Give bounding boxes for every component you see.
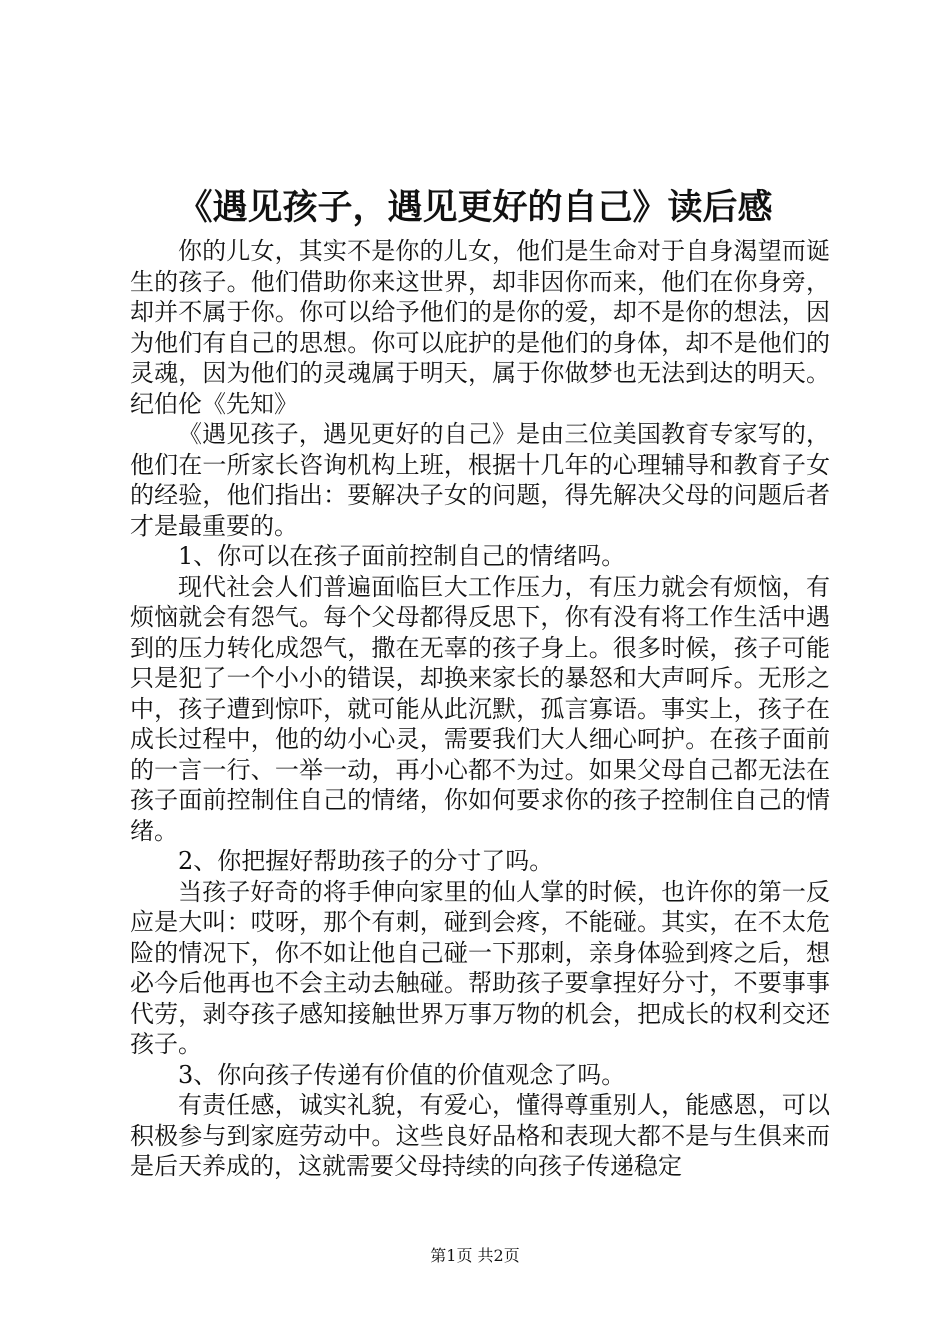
section-heading-3: 3、你向孩子传递有价值的价值观念了吗。: [178, 1060, 626, 1089]
section-heading-1: 1、你可以在孩子面前控制自己的情绪吗。: [178, 542, 626, 570]
paragraph-section-1: 现代社会人们普遍面临巨大工作压力，有压力就会有烦恼，有烦恼就会有怨气。每个父母都得反思下，你有没有将工作生活中遇到的压力转化成怨气，撒在无辜的孩子身上。很多时候，孩子可能只是犯了一个小小的错误，却换来家长的暴怒和大声呵斥。无形之中，孩子遭到惊吓，就可能从此沉默，孤言寡语。事实上，孩子在成长过程中，他的幼小心灵，需要我们大人细心呵护。在孩子面前的一言一行、一举一动，再小心都不为过。如果父母自己都无法在孩子面前控制住自己的情绪，你如何要求你的孩子控制住自己的情绪。: [130, 572, 830, 845]
page-number-footer: 第1页 共2页: [430, 1246, 520, 1265]
section-heading-2: 2、你把握好帮助孩子的分寸了吗。: [178, 847, 554, 875]
document-title: 《遇见孩子，遇见更好的自己》读后感: [177, 187, 773, 228]
paragraph-intro: 《遇见孩子，遇见更好的自己》是由三位美国教育专家写的，他们在一所家长咨询机构上班，根据十几年的心理辅导和教育子女的经验，他们指出：要解决子女的问题，得先解决父母的问题后者才是最重要的。: [130, 420, 830, 540]
paragraph-quote: 你的儿女，其实不是你的儿女，他们是生命对于自身渴望而诞生的孩子。他们借助你来这世界，却非因你而来，他们在你身旁，却并不属于你。你可以给予他们的是你的爱，却不是你的想法，因为他们有自己的思想。你可以庇护的是他们的身体，却不是他们的灵魂，因为他们的灵魂属于明天，属于你做梦也无法到达的明天。纪伯伦《先知》: [130, 237, 830, 418]
document-body: [130, 236, 830, 1182]
paragraph-section-2: 当孩子好奇的将手伸向家里的仙人掌的时候，也许你的第一反应是大叫：哎呀，那个有刺，碰到会疼，不能碰。其实，在不太危险的情况下，你不如让他自己碰一下那刺，亲身体验到疼之后，想必今后他再也不会主动去触碰。帮助孩子要拿捏好分寸，不要事事代劳，剥夺孩子感知接触世界万事万物的机会，把成长的权利交还孩子。: [130, 877, 830, 1058]
paragraph-section-3: 有责任感，诚实礼貌，有爱心，懂得尊重别人，能感恩，可以积极参与到家庭劳动中。这些良好品格和表现大都不是与生俱来而是后天养成的，这就需要父母持续的向孩子传递稳定: [130, 1091, 830, 1180]
